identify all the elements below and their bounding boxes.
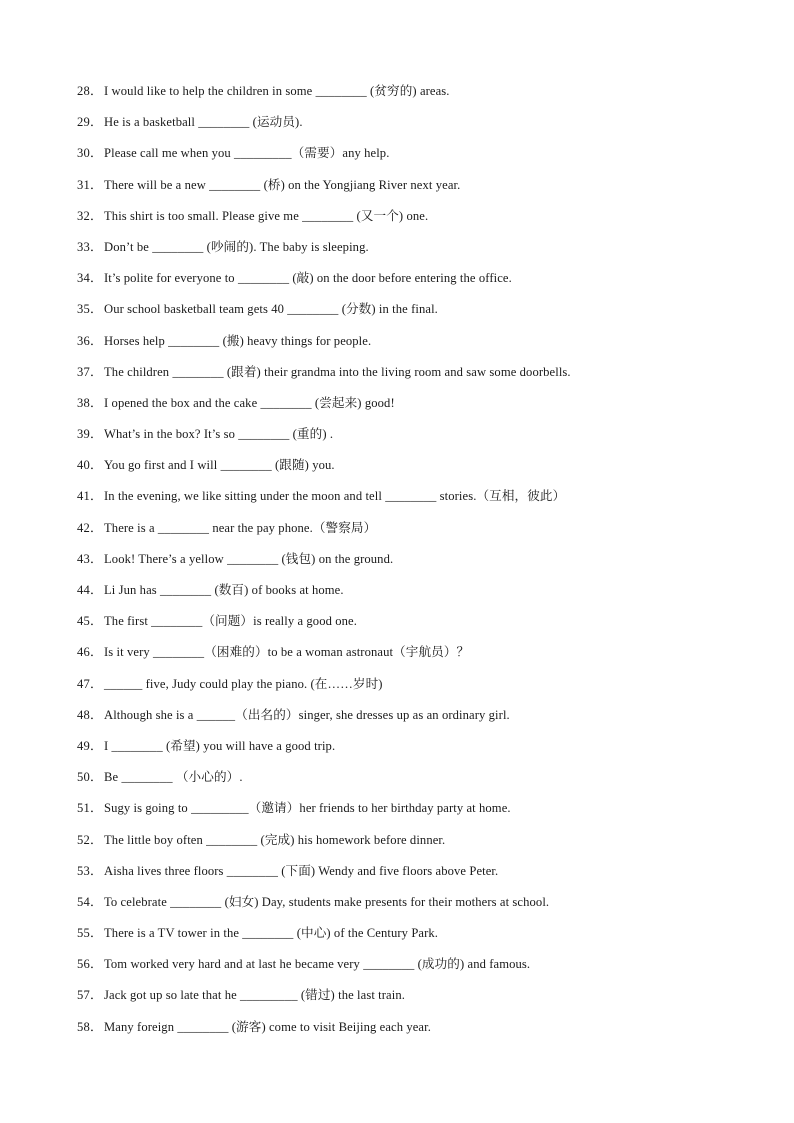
question-item (77, 362, 757, 393)
question-text: There will be a new ________ (桥) on the Yongjiang River next year. (104, 177, 461, 192)
question-number: 57． (77, 988, 103, 1003)
question-number: 43． (77, 551, 103, 566)
question-number: 55． (77, 926, 103, 941)
question-item (77, 642, 757, 673)
question-text: Be ________ （小心的）. (104, 770, 243, 785)
question-item (77, 81, 757, 112)
question-number: 36． (77, 333, 103, 348)
question-number: 34． (77, 271, 103, 286)
question-item (77, 206, 757, 237)
question-number: 37． (77, 364, 103, 379)
question-list (77, 81, 757, 1048)
question-text: The little boy often ________ (完成) his homework before dinner. (104, 832, 446, 847)
question-item (77, 705, 757, 736)
question-item (77, 518, 757, 549)
question-number: 54． (77, 894, 103, 909)
question-number: 50． (77, 770, 103, 785)
question-text: Jack got up so late that he _________ (错过) the last train. (104, 988, 405, 1003)
question-text: This shirt is too small. Please give me ________ (又一个) one. (104, 208, 429, 223)
question-item (77, 424, 757, 455)
question-item (77, 798, 757, 829)
question-item (77, 299, 757, 330)
question-number: 29． (77, 115, 103, 130)
question-item (77, 767, 757, 798)
question-text: There is a TV tower in the ________ (中心) of the Century Park. (104, 926, 439, 941)
question-number: 46． (77, 645, 103, 660)
question-number: 58． (77, 1019, 103, 1034)
question-text: Look! There’s a yellow ________ (钱包) on the ground. (104, 551, 394, 566)
question-item (77, 830, 757, 861)
question-item (77, 923, 757, 954)
question-text: In the evening, we like sitting under the moon and tell ________ stories.（互相，彼此） (104, 489, 566, 504)
question-number: 41． (77, 489, 103, 504)
question-item (77, 1017, 757, 1048)
question-item (77, 985, 757, 1016)
question-item (77, 112, 757, 143)
question-text: You go first and I will ________ (跟随) you. (104, 458, 335, 473)
question-number: 33． (77, 239, 103, 254)
question-number: 30． (77, 146, 103, 161)
question-number: 39． (77, 427, 103, 442)
question-text: Aisha lives three floors ________ (下面) Wendy and five floors above Peter. (104, 863, 499, 878)
question-number: 44． (77, 583, 103, 597)
question-item (77, 175, 757, 206)
question-text: The children ________ (跟着) their grandma into the living room and saw some doorbells. (104, 364, 571, 379)
question-item (77, 393, 757, 424)
question-item (77, 580, 757, 611)
question-number: 51． (77, 801, 103, 816)
question-number: 49． (77, 738, 103, 753)
question-item (77, 143, 757, 174)
question-number: 42． (77, 520, 103, 535)
question-number: 53． (77, 863, 103, 878)
question-item (77, 268, 757, 299)
question-item (77, 549, 757, 580)
question-text: Although she is a ______（出名的）singer, she dresses up as an ordinary girl. (104, 707, 510, 722)
question-number: 35． (77, 302, 103, 317)
question-item (77, 861, 757, 892)
question-text: Many foreign ________ (游客) come to visit Beijing each year. (104, 1019, 431, 1034)
question-text: To celebrate ________ (妇女) Day, students make presents for their mothers at school. (104, 894, 550, 909)
question-item (77, 954, 757, 985)
question-item (77, 237, 757, 268)
question-text: It’s polite for everyone to ________ (敲) on the door before entering the office. (104, 271, 512, 286)
question-text: Sugy is going to _________（邀请）her friends to her birthday party at home. (104, 801, 511, 816)
question-item (77, 892, 757, 923)
question-number: 28． (77, 84, 103, 98)
question-number: 38． (77, 395, 103, 410)
question-text: Tom worked very hard and at last he became very ________ (成功的) and famous. (104, 957, 531, 972)
question-text: I opened the box and the cake ________ (尝起来) good! (104, 395, 395, 410)
question-item (77, 674, 757, 705)
question-text: There is a ________ near the pay phone.（警察局） (104, 520, 377, 535)
question-text: The first ________（问题）is really a good one. (104, 614, 357, 629)
question-number: 45． (77, 614, 103, 629)
question-text: I ________ (希望) you will have a good trip. (104, 738, 336, 753)
question-text: Please call me when you _________（需要）any help. (104, 146, 390, 161)
question-text: Our school basketball team gets 40 ________ (分数) in the final. (104, 302, 438, 317)
question-item (77, 736, 757, 767)
question-number: 56． (77, 957, 103, 972)
question-item (77, 331, 757, 362)
question-number: 47． (77, 676, 103, 691)
question-number: 31． (77, 177, 103, 192)
question-text: ______ five, Judy could play the piano. (在……岁时) (104, 676, 383, 691)
question-item (77, 455, 757, 486)
question-text: Horses help ________ (搬) heavy things for people. (104, 333, 372, 348)
question-text: Li Jun has ________ (数百) of books at home. (104, 583, 344, 597)
question-number: 52． (77, 832, 103, 847)
question-text: I would like to help the children in some ________ (贫穷的) areas. (104, 84, 450, 98)
question-number: 48． (77, 707, 103, 722)
question-text: Don’t be ________ (吵闹的). The baby is sleeping. (104, 239, 369, 254)
question-number: 40． (77, 458, 103, 473)
question-text: Is it very ________（困难的）to be a woman astronaut（宇航员）？ (104, 645, 470, 660)
question-text: What’s in the box? It’s so ________ (重的) . (104, 427, 334, 442)
question-text: He is a basketball ________ (运动员). (104, 115, 303, 130)
question-item (77, 486, 757, 517)
question-number: 32． (77, 208, 103, 223)
question-item (77, 611, 757, 642)
